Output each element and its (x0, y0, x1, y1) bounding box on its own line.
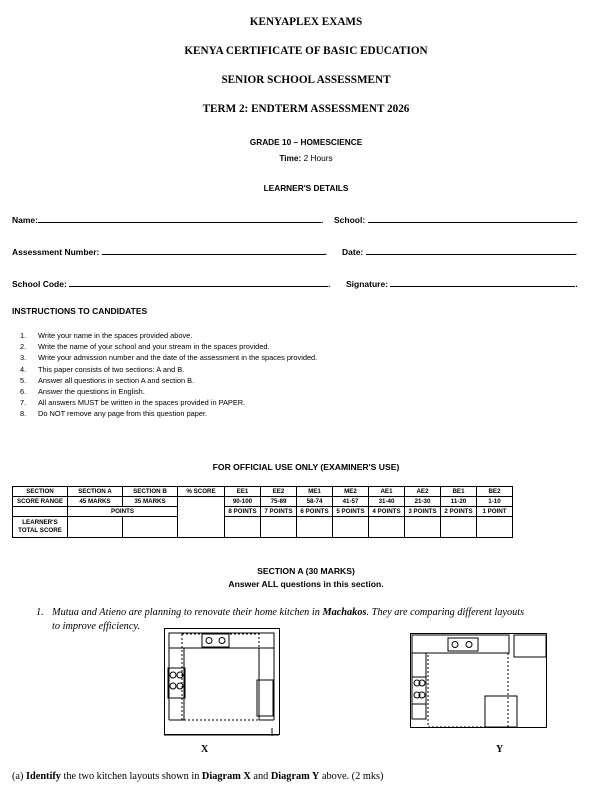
assessment-number-line[interactable] (102, 247, 325, 255)
school-code-label: School Code: (12, 279, 67, 289)
signature-label: Signature: (346, 279, 389, 289)
section-a-title: SECTION A (30 MARKS) (257, 566, 355, 576)
instruction-item: 8. Do NOT remove any page from this question paper. (20, 409, 208, 419)
instruction-item: 5. Answer all questions in section A and section B. (20, 375, 195, 385)
name-label: Name: (12, 215, 38, 225)
time-value: 2 Hours (303, 153, 333, 163)
school-field[interactable]: School: . (334, 215, 578, 225)
instruction-item: 7. All answers MUST be written in the spaces provided in PAPER. (20, 398, 246, 408)
section-a-subtitle: Answer ALL questions in this section. (228, 579, 384, 589)
instruction-item: 4. This paper consists of two sections: A and B. (20, 364, 185, 374)
instruction-item: 1. Write your name in the spaces provided above. (20, 331, 193, 340)
name-line[interactable] (38, 215, 321, 223)
table-row (13, 517, 513, 538)
kitchen-diagram-x (164, 628, 284, 736)
grade-subject: GRADE 10 – HOMESCIENCE (249, 137, 363, 147)
school-line[interactable] (368, 215, 576, 223)
official-use-title: FOR OFFICIAL USE ONLY (EXAMINER'S USE) (212, 462, 400, 472)
official-use-table (12, 486, 513, 538)
instruction-item: 6. Answer the questions in English. (20, 387, 145, 397)
school-code-field[interactable]: School Code: . (12, 279, 331, 289)
score-cell[interactable] (123, 517, 178, 538)
diagram-y-label: Y (496, 744, 504, 755)
instruction-item: 2. Write the name of your school and your stream in the spaces provided. (20, 342, 270, 352)
instruction-item: 3. Write your admission number and the date of the assessment in the spaces provided. (20, 353, 318, 363)
signature-line[interactable] (390, 279, 575, 287)
table-row: SECTION SECTION A SECTION B % SCORE EE1 EE2 ME1 ME2 AE1 AE2 BE1 BE2 (13, 487, 513, 497)
diagram-x-label: X (201, 744, 209, 755)
school-label: School: (334, 215, 366, 225)
name-field[interactable]: Name: . (12, 215, 324, 225)
assessment-number-label: Assessment Number: (12, 247, 100, 257)
instructions-title: INSTRUCTIONS TO CANDIDATES (12, 306, 148, 316)
assessment-title: SENIOR SCHOOL ASSESSMENT (221, 74, 391, 86)
school-code-line[interactable] (69, 279, 328, 287)
time-line (0, 153, 612, 163)
organisation-title: KENYAPLEX EXAMS (249, 16, 363, 28)
term-title: TERM 2: ENDTERM ASSESSMENT 2026 (202, 103, 410, 115)
instructions-list (20, 330, 317, 420)
learner-details-heading: LEARNER'S DETAILS (263, 183, 349, 193)
question-part-a: (a) Identify the two kitchen layouts shown in Diagram X and Diagram Y above. (2 mks) (12, 771, 384, 782)
kitchen-diagram-y (410, 633, 550, 729)
table-row: POINTS 8 POINTS 7 POINTS 6 POINTS 5 POINTS 4 POINTS 3 POINTS 2 POINTS 1 POINT (13, 507, 513, 517)
certificate-title: KENYA CERTIFICATE OF BASIC EDUCATION (184, 45, 428, 57)
signature-field[interactable]: Signature: . (346, 279, 578, 289)
time-label: Time: (279, 153, 302, 163)
question-text-cont: to improve efficiency. (52, 621, 140, 632)
date-line[interactable] (366, 247, 575, 255)
score-cell[interactable] (68, 517, 123, 538)
question-text: Mutua and Atieno are planning to renovate their home kitchen in Machakos. They are comparing different layouts (52, 607, 525, 618)
question-number: 1. (36, 607, 44, 618)
date-label: Date: (342, 247, 364, 257)
place-name: Machakos (322, 607, 367, 618)
learner-total-score-label: LEARNER'S TOTAL SCORE (13, 517, 68, 538)
assessment-number-field[interactable]: Assessment Number: . (12, 247, 328, 257)
date-field[interactable]: Date: . (342, 247, 578, 257)
table-row: SCORE RANGE 45 MARKS 35 MARKS 90-100 75-89 58-74 41-57 31-40 21-30 11-20 1-10 (13, 497, 513, 507)
